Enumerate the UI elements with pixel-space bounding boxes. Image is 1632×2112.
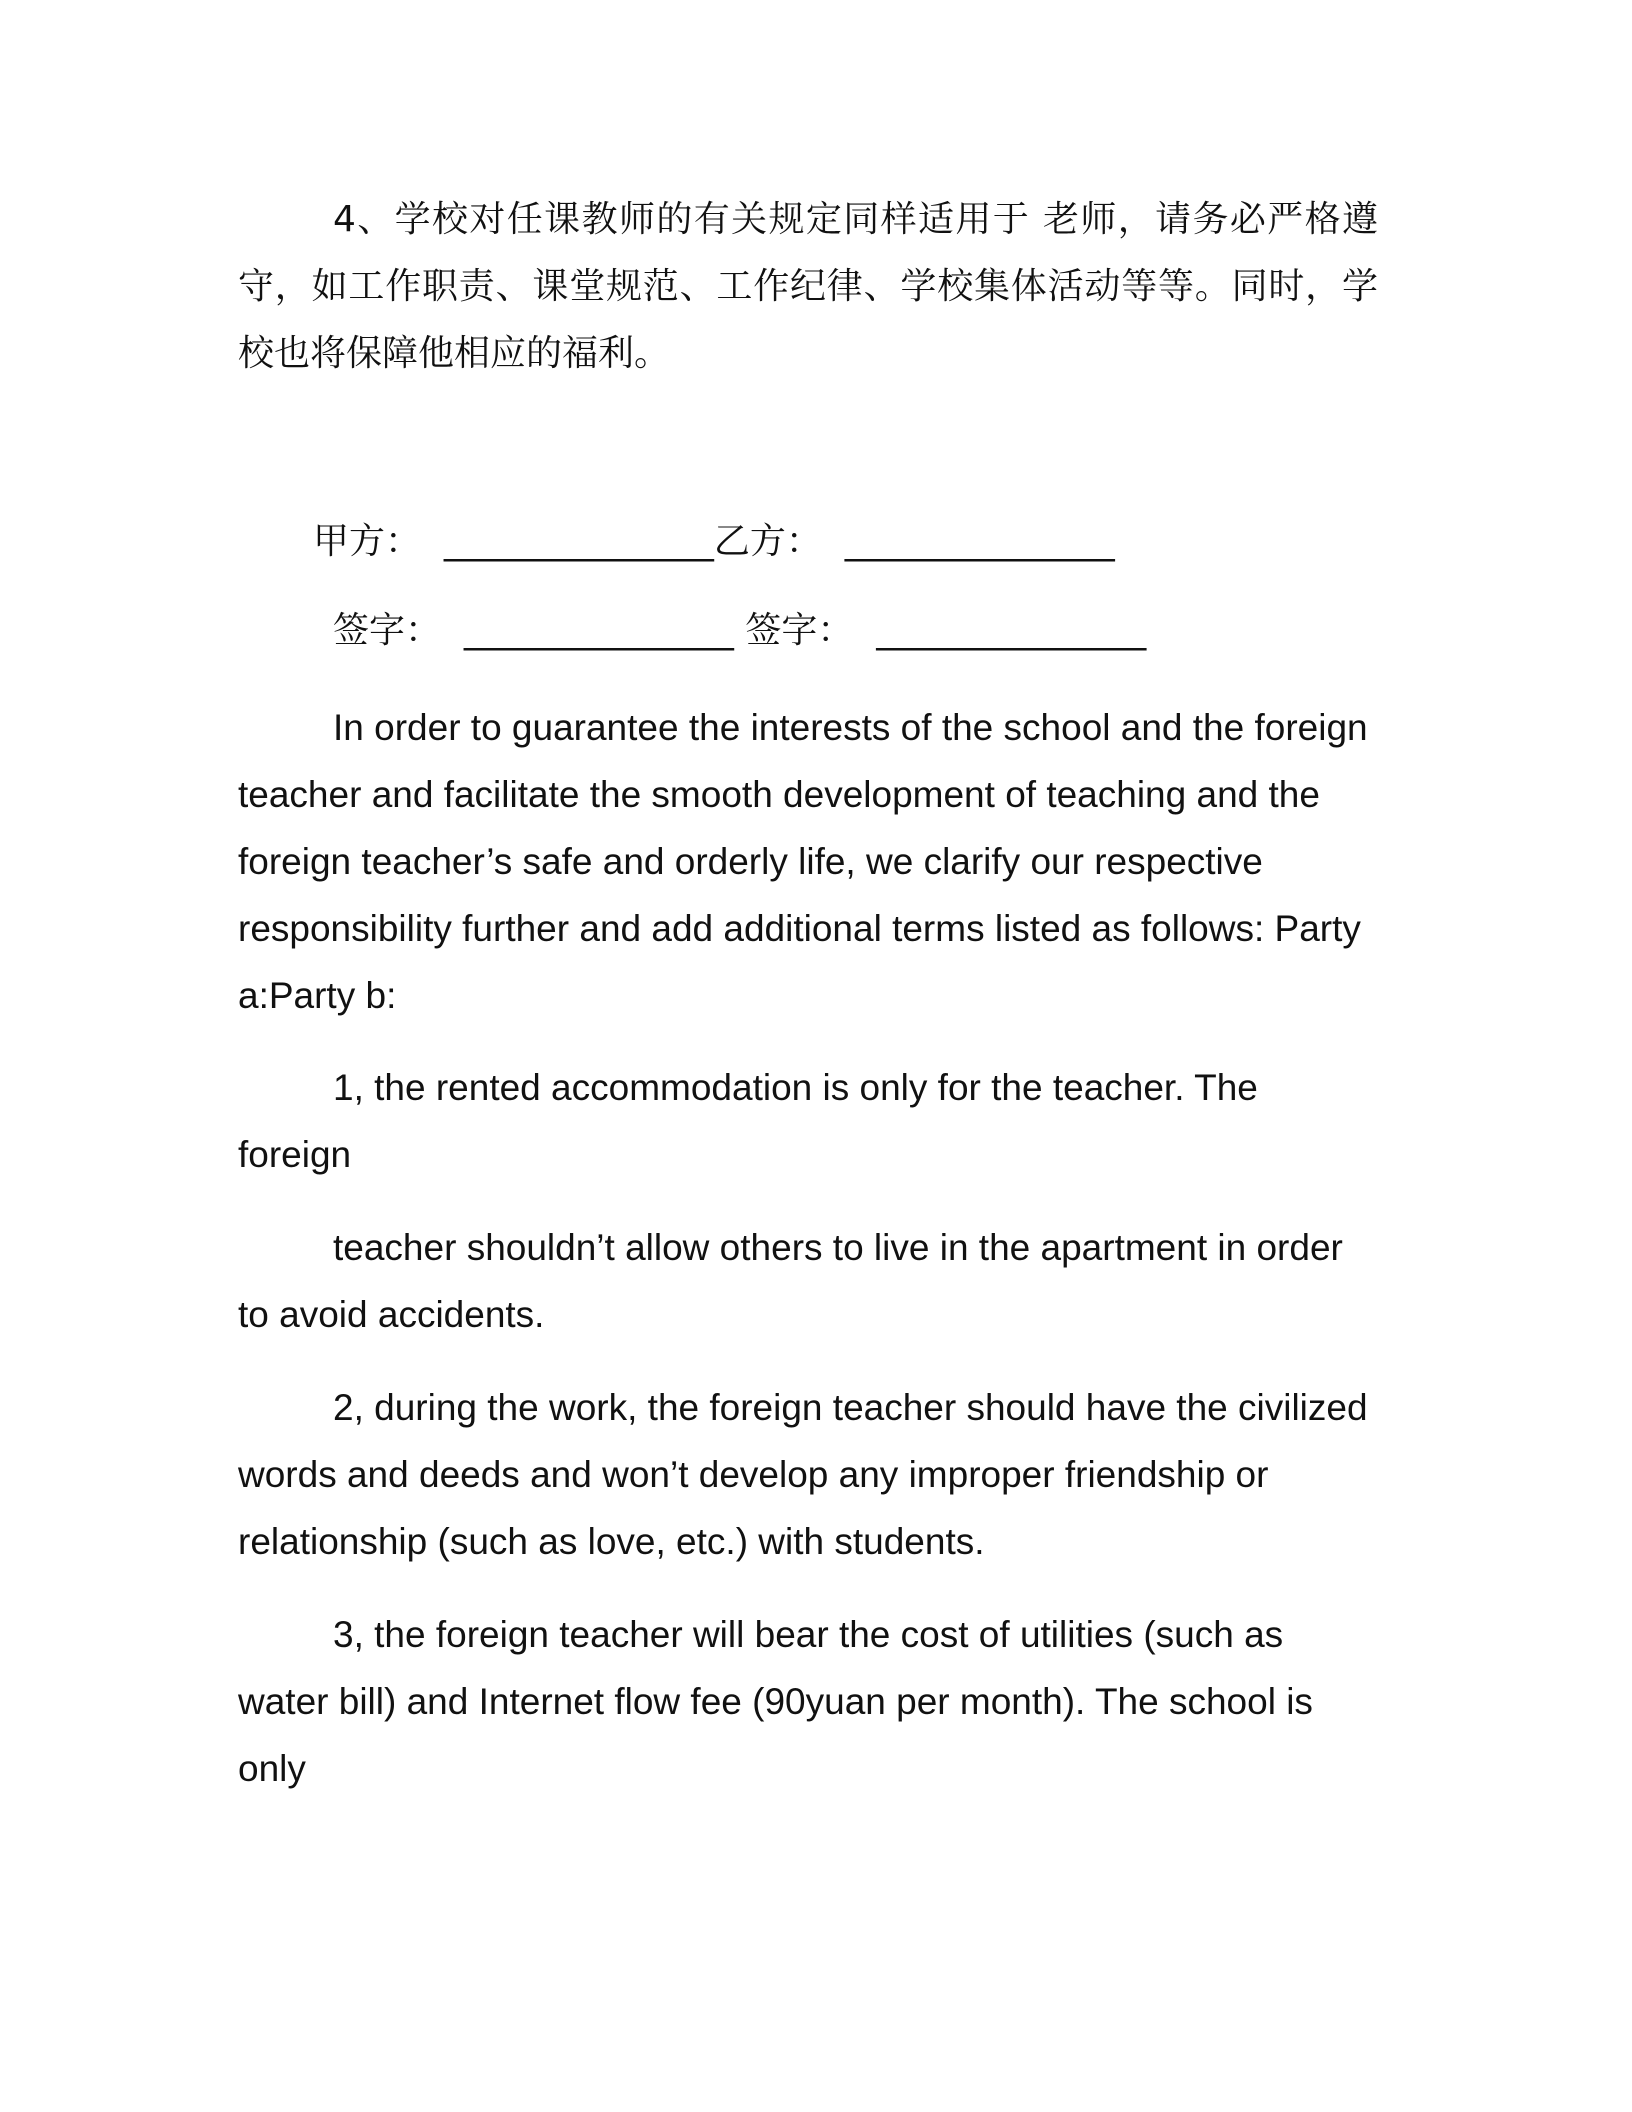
paragraph-4-chinese: 4、学校对任课教师的有关规定同样适用于 老师，请务必严格遵守，如工作职责、课堂规范、工作纪律、学校集体活动等等。同时，学校也将保障他相应的福利。: [238, 199, 1378, 374]
item-3-paragraph: 3, the foreign teacher will bear the cost of utilities (such as water bill) and Internet flow fee (90yuan per month). The school is only: [238, 1614, 1313, 1789]
sign-signature-line: 签字： _______________ 签字： _______________: [333, 610, 1147, 651]
item-1-paragraph: 1, the rented accommodation is only for the teacher. The foreign: [238, 1067, 1258, 1175]
party-signature-line: 甲方： _______________乙方： _______________: [313, 521, 1115, 562]
item-1-continuation: teacher shouldn’t allow others to live in the apartment in order to avoid accidents.: [238, 1227, 1343, 1335]
intro-paragraph: In order to guarantee the interests of the school and the foreign teacher and facilitate the smooth development of teaching and the foreign teacher’s safe and orderly life, we clarify our respective responsibility further and add additional terms listed as follows: Party a:Party b:: [238, 707, 1368, 1016]
item-2-paragraph: 2, during the work, the foreign teacher should have the civilized words and deeds and won’t develop any improper friendship or relationship (such as love, etc.) with students.: [238, 1387, 1368, 1562]
